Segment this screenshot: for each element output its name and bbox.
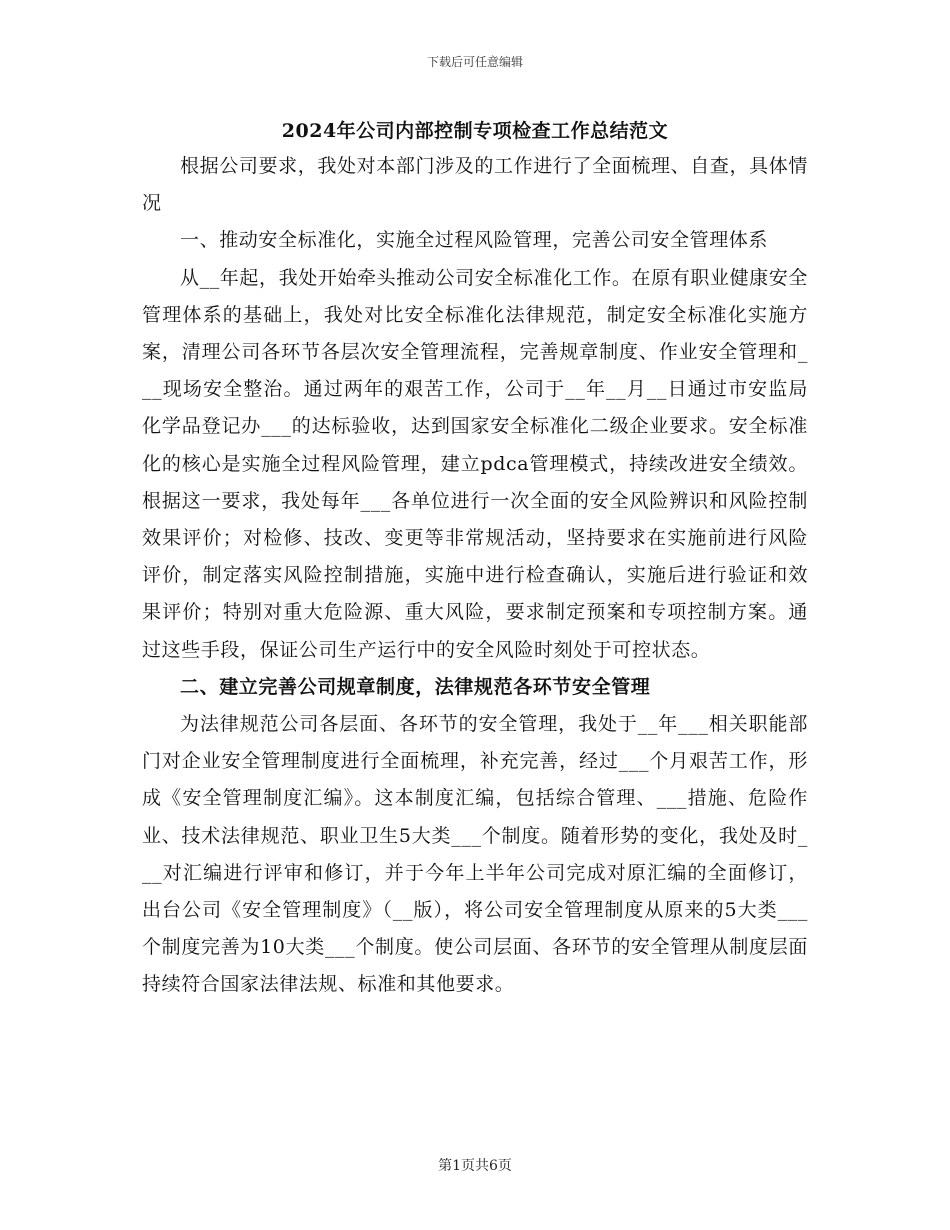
document-body [142,148,808,1004]
page-footer: 第1页共6页 [438,1158,512,1174]
section-heading-2: 二、建立完善公司规章制度，法律规范各环节安全管理 [180,675,651,698]
section-1-paragraph: 从__年起，我处开始牵头推动公司安全标准化工作。在原有职业健康安全管理体系的基础上，我处对比安全标准化法律规范，制定安全标准化实施方案，清理公司各环节各层次安全管理流程，完善规章制度、作业安全管理和___现场安全整治。通过两年的艰苦工作，公司于__年__月__日通过市安监局化学品登记办___的达标验收，达到国家安全标准化二级企业要求。安全标准化的核心是实施全过程风险管理，建立pdca管理模式，持续改进安全绩效。根据这一要求，我处每年___各单位进行一次全面的安全风险辨识和风险控制效果评价；对检修、技改、变更等非常规活动，坚持要求在实施前进行风险评价，制定落实风险控制措施，实施中进行检查确认，实施后进行验证和效果评价；特别对重大危险源、重大风险，要求制定预案和专项控制方案。通过这些手段，保证公司生产运行中的安全风险时刻处于可控状态。 [142,266,808,661]
section-2-paragraph: 为法律规范公司各层面、各环节的安全管理，我处于__年___相关职能部门对企业安全管理制度进行全面梳理，补充完善，经过___个月艰苦工作，形成《安全管理制度汇编》。这本制度汇编，包括综合管理、___措施、危险作业、技术法律规范、职业卫生5大类___个制度。随着形势的变化，我处及时___对汇编进行评审和修订，并于今年上半年公司完成对原汇编的全面修订，出台公司《安全管理制度》（__版），将公司安全管理制度从原来的5大类___个制度完善为10大类___个制度。使公司层面、各环节的安全管理从制度层面持续符合国家法律法规、标准和其他要求。 [142,713,808,996]
document-title: 2024年公司内部控制专项检查工作总结范文 [281,120,669,142]
section-heading-1: 一、推动安全标准化，实施全过程风险管理，完善公司安全管理体系 [180,229,769,252]
intro-paragraph: 根据公司要求，我处对本部门涉及的工作进行了全面梳理、自查，具体情况 [142,155,808,215]
header-note: 下载后可任意编辑 [426,55,523,69]
